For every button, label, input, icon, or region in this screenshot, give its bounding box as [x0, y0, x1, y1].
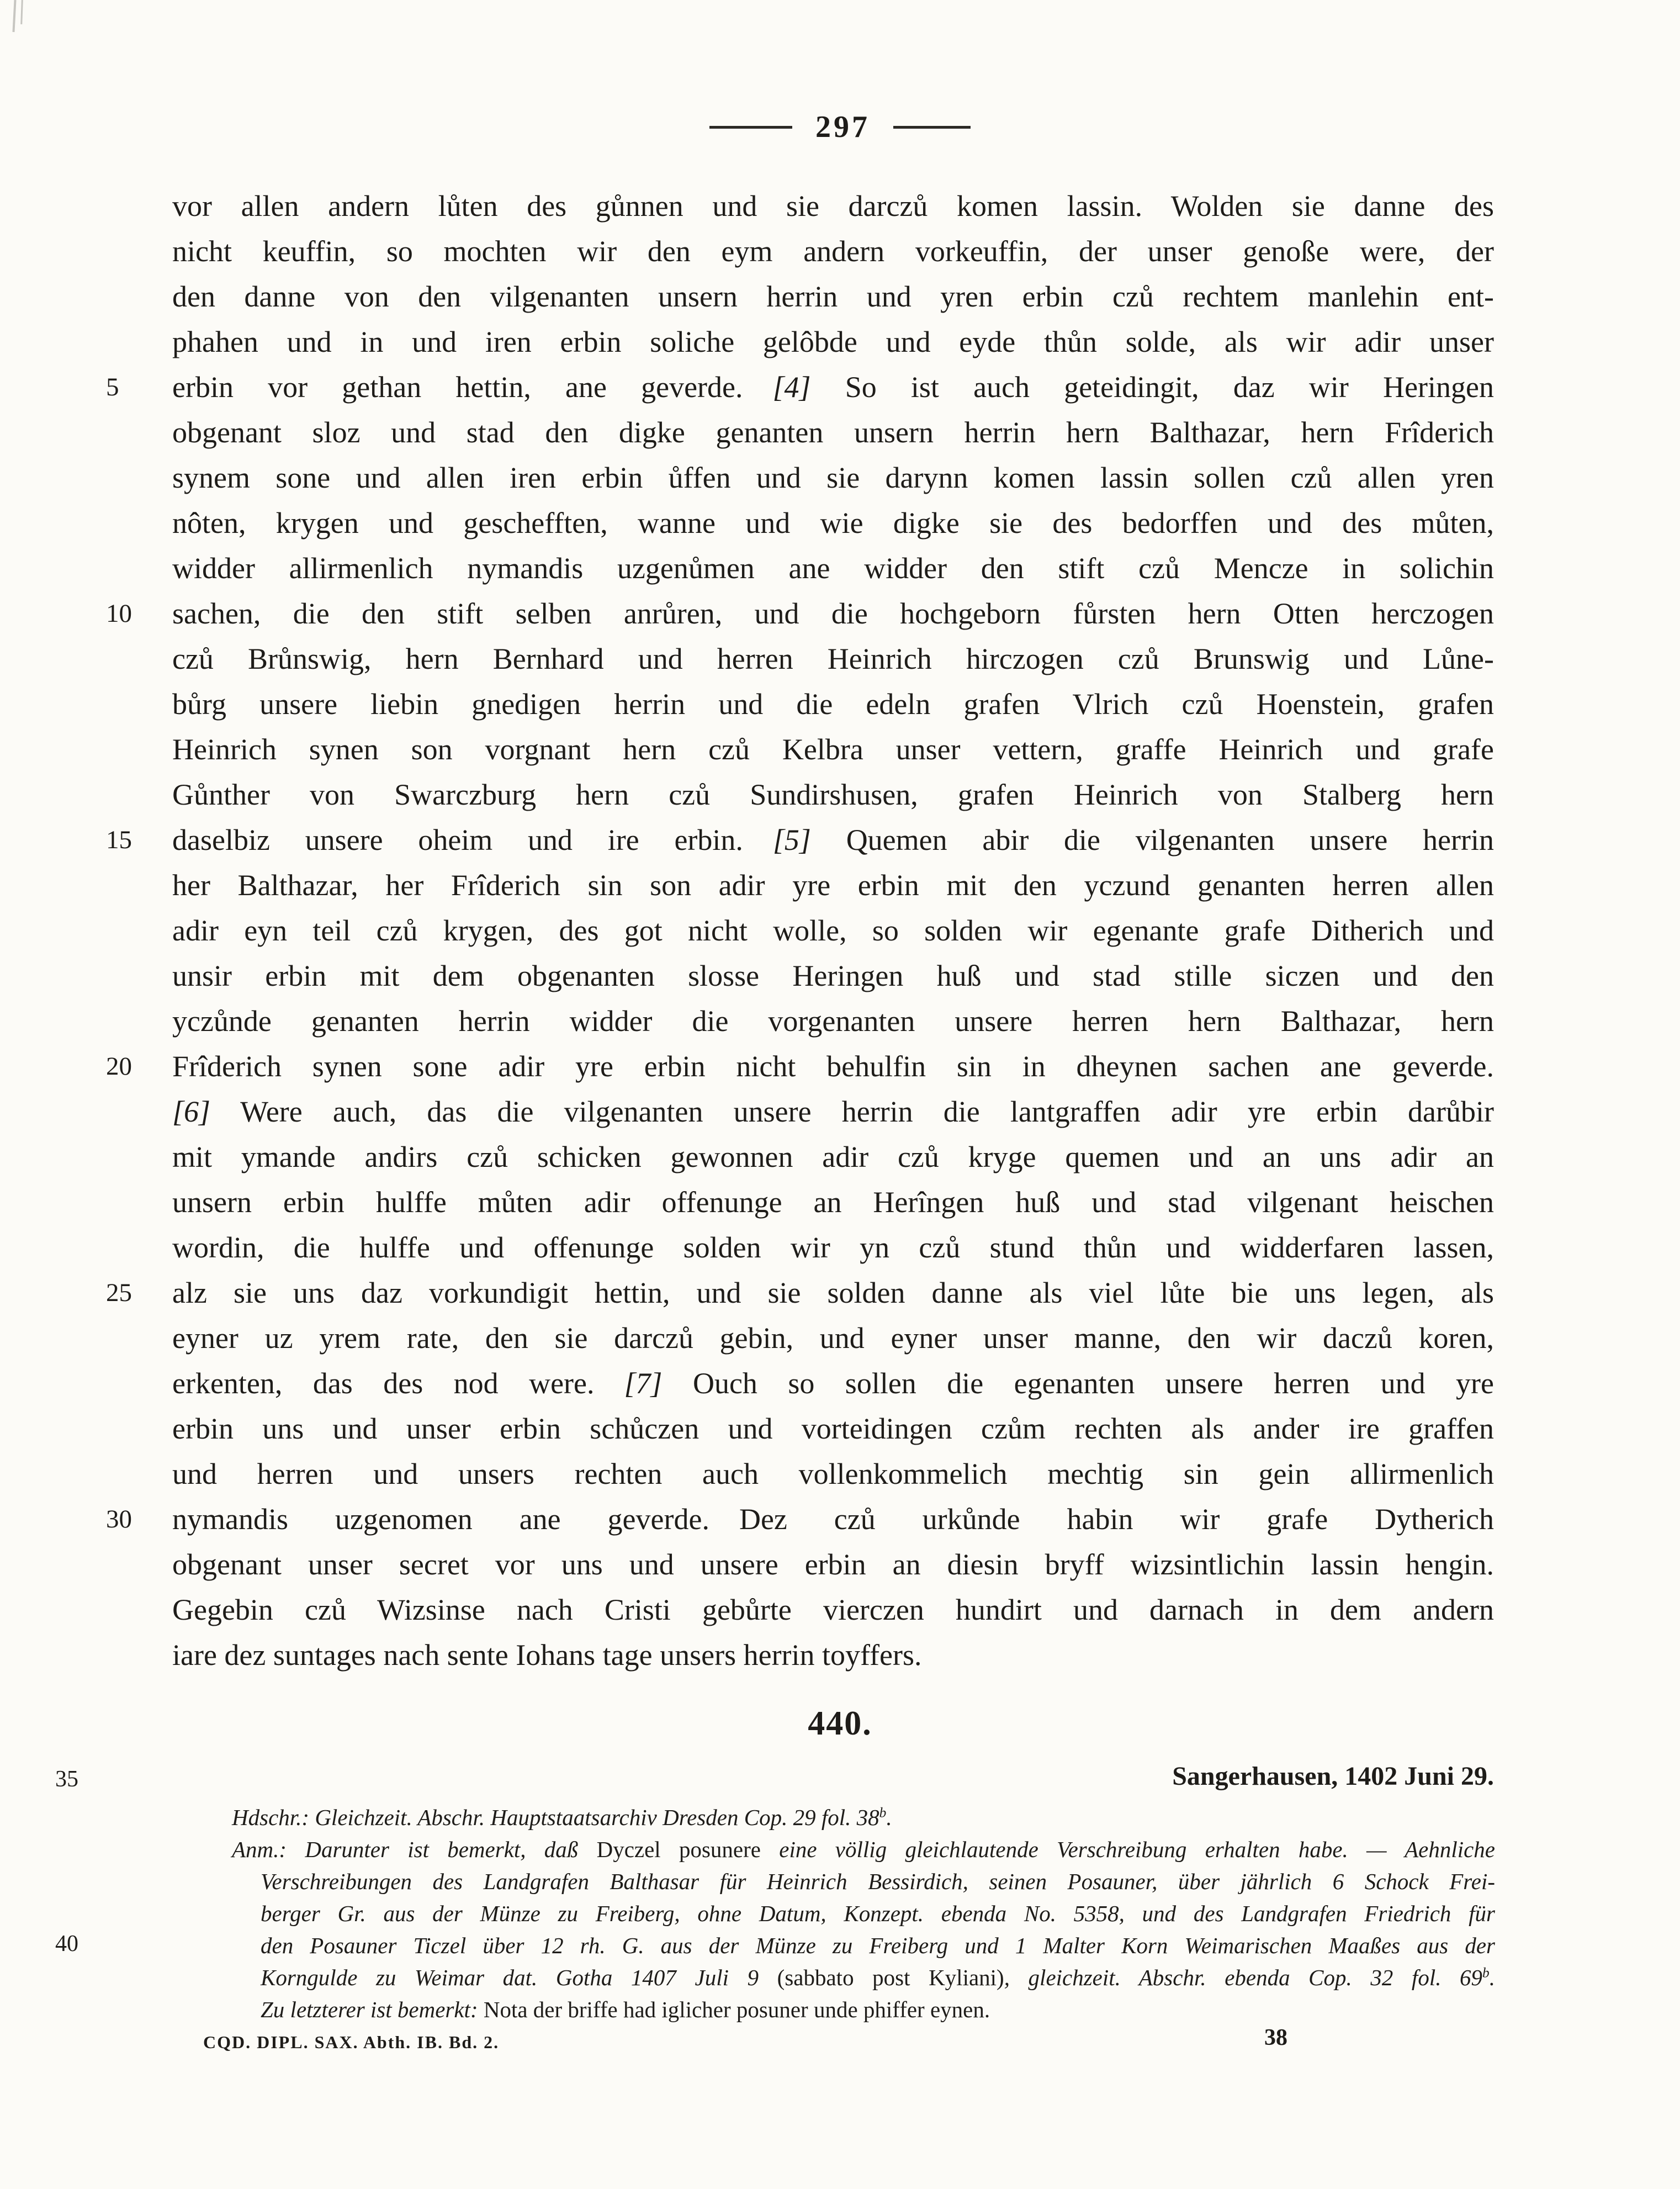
- text-segment: erkenten, das des nod were.: [172, 1367, 624, 1400]
- text-segment: Gůnther von Swarczburg hern czů Sundirshusen, grafen Heinrich von Stalberg hern: [172, 778, 1494, 811]
- text-segment: widder allirmenlich nymandis uzgenůmen ane widder den stift czů Mencze in solichin: [172, 552, 1494, 585]
- text-segment: czů Brůnswig, hern Bernhard und herren Heinrich hirczogen czů Brunswig und Lůne-: [172, 642, 1494, 675]
- text-line: [172, 1406, 1494, 1451]
- text-segment: Ouch so sollen die egenanten unsere herren und yre: [662, 1367, 1494, 1400]
- text-segment: erbin vor gethan hettin, ane geverde.: [172, 371, 773, 404]
- margin-line-number: 25: [106, 1278, 132, 1307]
- text-line: [172, 183, 1494, 229]
- text-segment: berger Gr. aus der Münze zu Freiberg, ohne Datum, Konzept. ebenda No. 5358, und des Landgrafen Friedrich für: [261, 1901, 1495, 1926]
- apparatus-notes-block: [232, 1801, 1495, 2026]
- header-rule-left: [709, 126, 792, 129]
- text-line: [172, 636, 1494, 681]
- note-line: [232, 1961, 1495, 1994]
- text-line: [172, 908, 1494, 953]
- text-segment: wordin, die hulffe und offenunge solden wir yn czů stund thůn und widderfaren lassen,: [172, 1231, 1494, 1264]
- text-line: [172, 727, 1494, 772]
- text-line: [106, 1497, 1494, 1542]
- text-segment: nymandis uzgenomen ane geverde. Dez czů urkůnde habin wir grafe Dytherich: [172, 1503, 1494, 1536]
- text-segment: eine völlig gleichlautende Verschreibung erhalten habe. — Aehnliche: [779, 1837, 1495, 1862]
- margin-line-number: 5: [106, 373, 119, 401]
- text-line: [172, 1225, 1494, 1270]
- text-segment: adir eyn teil czů krygen, des got nicht wolle, so solden wir egenante grafe Ditherich und: [172, 914, 1494, 947]
- text-segment: Gegebin czů Wizsinse nach Cristi gebůrte vierczen hundirt und darnach in dem andern: [172, 1593, 1494, 1626]
- text-line: [172, 1089, 1494, 1134]
- text-segment: Zu letzterer ist bemerkt:: [261, 1997, 484, 2022]
- margin-line-number: 15: [106, 826, 132, 854]
- text-segment: erbin uns und unser erbin schůczen und vorteidingen czům rechten als ander ire graffen: [172, 1412, 1494, 1445]
- text-segment: , gleichzeit. Abschr. ebenda Cop. 32 fol. 69: [1004, 1965, 1483, 1990]
- margin-line-number-35: 35: [55, 1767, 78, 1792]
- text-segment: nicht keuffin, so mochten wir den eym andern vorkeuffin, der unser genoße were, der: [172, 235, 1494, 268]
- text-segment: iare dez suntages nach sente Iohans tage unsers herrin toyffers.: [172, 1638, 922, 1672]
- text-segment: Were auch, das die vilgenanten unsere herrin die lantgraffen adir yre erbin darůbir: [210, 1095, 1494, 1128]
- text-segment: her Balthazar, her Frîderich sin son adir yre erbin mit den yczund genanten herren allen: [172, 869, 1494, 902]
- text-segment: [7]: [624, 1367, 663, 1400]
- text-segment: den Posauner Ticzel über 12 rh. G. aus der Münze zu Freiberg und 1 Malter Korn Weimarischen Maaßes aus der: [261, 1933, 1495, 1958]
- series-title: CQD. DIPL. SAX. Abth. IB. Bd. 2.: [203, 2032, 500, 2052]
- text-segment: und herren und unsers rechten auch vollenkommelich mechtig sin gein allirmenlich: [172, 1457, 1494, 1490]
- text-line: [172, 953, 1494, 998]
- text-segment: synem sone und allen iren erbin ůffen und sie darynn komen lassin sollen czů allen yren: [172, 461, 1494, 494]
- text-segment: .: [886, 1805, 892, 1830]
- text-segment: Korngulde zu Weimar dat. Gotha 1407 Juli 9: [261, 1965, 777, 1990]
- text-line: [172, 1451, 1494, 1497]
- text-line: [172, 1632, 1494, 1678]
- text-segment: Dyczel posunere: [596, 1837, 780, 1862]
- note-line: [232, 1929, 1495, 1961]
- text-line: [106, 364, 1494, 410]
- scan-artifact: [12, 0, 16, 32]
- superscript-text: b: [1482, 1965, 1490, 1981]
- entry-place-date-row: [172, 1759, 1494, 1794]
- text-segment: obgenant sloz und stad den digke genanten unsern herrin hern Balthazar, hern Frîderich: [172, 416, 1494, 449]
- entry-place-date: Sangerhausen, 1402 Juni 29.: [1172, 1762, 1494, 1791]
- text-segment: (sabbato post Kyliani): [777, 1965, 1004, 1990]
- note-line: [232, 1994, 1495, 2026]
- text-segment: alz sie uns daz vorkundigit hettin, und sie solden danne als viel lůte bie uns legen, als: [172, 1276, 1494, 1309]
- text-line: [172, 455, 1494, 500]
- text-segment: Frîderich synen sone adir yre erbin nicht behulfin sin in dheynen sachen ane geverde.: [172, 1050, 1494, 1083]
- charter-text-block: [106, 183, 1494, 1678]
- text-segment: bůrg unsere liebin gnedigen herrin und die edeln grafen Vlrich czů Hoenstein, grafen: [172, 688, 1494, 721]
- scan-artifact: [20, 0, 23, 24]
- text-segment: sachen, die den stift selben anrůren, und die hochgeborn fůrsten hern Otten herczogen: [172, 597, 1494, 630]
- page-header: [0, 109, 1680, 145]
- text-line: [172, 410, 1494, 455]
- text-line: [172, 1361, 1494, 1406]
- text-segment: eyner uz yrem rate, den sie darczů gebin, und eyner unser manne, den wir daczů koren,: [172, 1321, 1494, 1355]
- text-line: [172, 500, 1494, 546]
- text-segment: .: [1489, 1965, 1495, 1990]
- sheet-signature: 38: [1264, 2025, 1287, 2050]
- text-line: [106, 817, 1494, 863]
- text-segment: den danne von den vilgenanten unsern herrin und yren erbin czů rechtem manlehin ent-: [172, 280, 1494, 313]
- text-segment: unsern erbin hulffe můten adir offenunge an Herîngen huß und stad vilgenant heischen: [172, 1186, 1494, 1219]
- text-segment: unsir erbin mit dem obgenanten slosse Heringen huß und stad stille siczen und den: [172, 959, 1494, 992]
- text-line: [106, 1044, 1494, 1089]
- text-line: [172, 229, 1494, 274]
- text-segment: [5]: [772, 823, 811, 856]
- text-segment: Heinrich synen son vorgnant hern czů Kelbra unser vettern, graffe Heinrich und grafe: [172, 733, 1494, 766]
- note-line: [232, 1897, 1495, 1929]
- margin-line-number-40: 40: [55, 1931, 78, 1957]
- text-segment: Verschreibungen des Landgrafen Balthasar für Heinrich Bessirdich, seinen Posauner, über jährlich 6 Schock Frei-: [261, 1869, 1495, 1894]
- text-segment: [4]: [772, 371, 811, 404]
- note-line: [232, 1865, 1495, 1897]
- margin-line-number: 30: [106, 1505, 132, 1534]
- text-segment: So ist auch geteidingit, daz wir Heringen: [810, 371, 1494, 404]
- text-segment: vor allen andern lůten des gůnnen und sie darczů komen lassin. Wolden sie danne des: [172, 189, 1494, 223]
- text-line: [172, 1542, 1494, 1587]
- text-segment: Hdschr.: Gleichzeit. Abschr. Hauptstaatsarchiv Dresden Cop. 29 fol. 38: [232, 1805, 879, 1830]
- text-segment: Quemen abir die vilgenanten unsere herrin: [810, 823, 1494, 856]
- text-line: [172, 863, 1494, 908]
- text-segment: nôten, krygen und geschefften, wanne und wie digke sie des bedorffen und des můten,: [172, 506, 1494, 540]
- text-segment: mit ymande andirs czů schicken gewonnen adir czů kryge quemen und an uns adir an: [172, 1140, 1494, 1173]
- text-line: [172, 546, 1494, 591]
- text-line: [172, 681, 1494, 727]
- text-segment: Nota der briffe had iglicher posuner unde phiffer eynen.: [483, 1997, 990, 2022]
- page-number: 297: [815, 110, 870, 144]
- text-segment: yczůnde genanten herrin widder die vorgenanten unsere herren hern Balthazar, hern: [172, 1004, 1494, 1038]
- note-line: [232, 1833, 1495, 1865]
- note-line: [232, 1801, 1495, 1833]
- text-segment: phahen und in und iren erbin soliche gelôbde und eyde thůn solde, als wir adir unser: [172, 325, 1494, 358]
- superscript-text: b: [879, 1805, 887, 1821]
- entry-number: 440.: [808, 1705, 872, 1742]
- text-line: [172, 1315, 1494, 1361]
- text-segment: [6]: [172, 1095, 211, 1128]
- text-line: [172, 274, 1494, 319]
- text-segment: daselbiz unsere oheim und ire erbin.: [172, 823, 773, 856]
- margin-line-number: 20: [106, 1052, 132, 1081]
- text-line: [172, 1180, 1494, 1225]
- text-line: [172, 998, 1494, 1044]
- margin-line-number: 10: [106, 599, 132, 628]
- text-segment: Anm.: Darunter ist bemerkt, daß: [232, 1837, 597, 1862]
- header-rule-right: [893, 126, 971, 129]
- text-line: [106, 591, 1494, 636]
- text-line: [172, 319, 1494, 364]
- text-line: [172, 1587, 1494, 1632]
- text-line: [172, 1134, 1494, 1180]
- text-line: [106, 1270, 1494, 1315]
- text-segment: obgenant unser secret vor uns und unsere erbin an diesin bryff wizsintlichin lassin hengin.: [172, 1548, 1494, 1581]
- text-line: [172, 772, 1494, 817]
